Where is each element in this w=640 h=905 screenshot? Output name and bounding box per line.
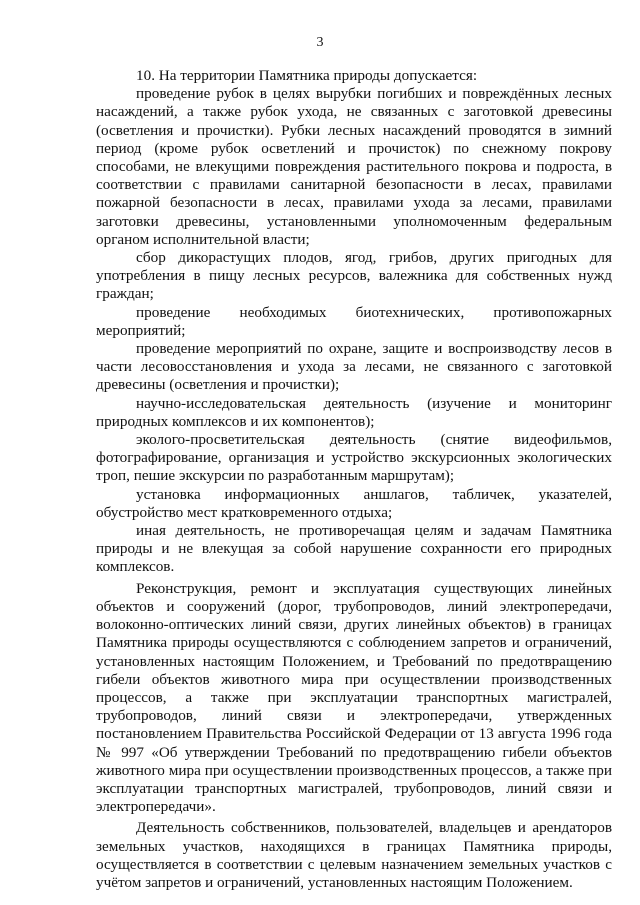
paragraph-ecological-education: эколого-просветительская деятельность (снятие видеофильмов, фотографирование, организация и устройство экскурсионных экологических троп, пешие экскурсии по разработанным маршрутам);: [96, 431, 612, 485]
page-number: 3: [316, 35, 324, 50]
paragraph-signage-installation: установка информационных аншлагов, табличек, указателей, обустройство мест кратковременного отдыха;: [96, 485, 612, 521]
paragraph-other-activity: иная деятельность, не противоречащая целям и задачам Памятника природы и не влекущая за собой нарушение сохранности его природных комплексов.: [96, 522, 612, 576]
paragraph-land-owners-activity: Деятельность собственников, пользователей, владельцев и арендаторов земельных участков, находящихся в границах Памятника природы, осуществляется в соответствии с целевым назначением земельных участков с учётом запретов и ограничений, установленных настоящим Положением.: [96, 819, 612, 891]
document-body: [96, 67, 612, 892]
paragraph-linear-objects: Реконструкция, ремонт и эксплуатация существующих линейных объектов и сооружений (дорог, трубопроводов, линий электропередачи, волоконно-оптических линий связи, других линейных объектов) в границах Памятника природы осуществляются с соблюдением запретов и ограничений, установленных настоящим Положением, и Требований по предотвращению гибели объектов животного мира при осуществлении производственных процессов, а также при эксплуатации транспортных магистралей, трубопроводов, линий связи и электропередачи, утвержденных постановлением Правительства Российской Федерации от 13 августа 1996 года № 997 «Об утверждении Требований по предотвращению гибели объектов животного мира при осуществлении производственных процессов, а также при эксплуатации транспортных магистралей, трубопроводов, линий связи и электропередачи».: [96, 579, 612, 816]
paragraph-research-activity: научно-исследовательская деятельность (изучение и мониторинг природных комплексов и их компонентов);: [96, 394, 612, 430]
paragraph-section-10-heading: 10. На территории Памятника природы допускается:: [136, 67, 478, 84]
paragraph-wild-plant-gathering: сбор дикорастущих плодов, ягод, грибов, других пригодных для употребления в пищу лесных ресурсов, валежника для собственных нужд граждан;: [96, 249, 612, 303]
paragraph-sanitary-felling: проведение рубок в целях вырубки погибших и повреждённых лесных насаждений, а также рубок ухода, не связанных с заготовкой древесины (осветления и прочистки). Рубки лесных насаждений проводятся в зимний период (кроме рубок осветлений и прочисток) по снежному покрову способами, не влекущими повреждения растительного покрова и подроста, в соответствии с правилами санитарной безопасности в лесах, правилами пожарной безопасности в лесах, правилами ухода за лесами, правилами заготовки древесины, установленными уполномоченным федеральным органом исполнительной власти;: [96, 85, 612, 248]
paragraph-forest-protection: проведение мероприятий по охране, защите и воспроизводству лесов в части лесовосстановления и ухода за лесами, не связанного с заготовкой древесины (осветления и прочистки);: [96, 340, 612, 394]
paragraph-biotechnical-measures: проведение необходимых биотехнических, противопожарных мероприятий;: [96, 303, 612, 339]
